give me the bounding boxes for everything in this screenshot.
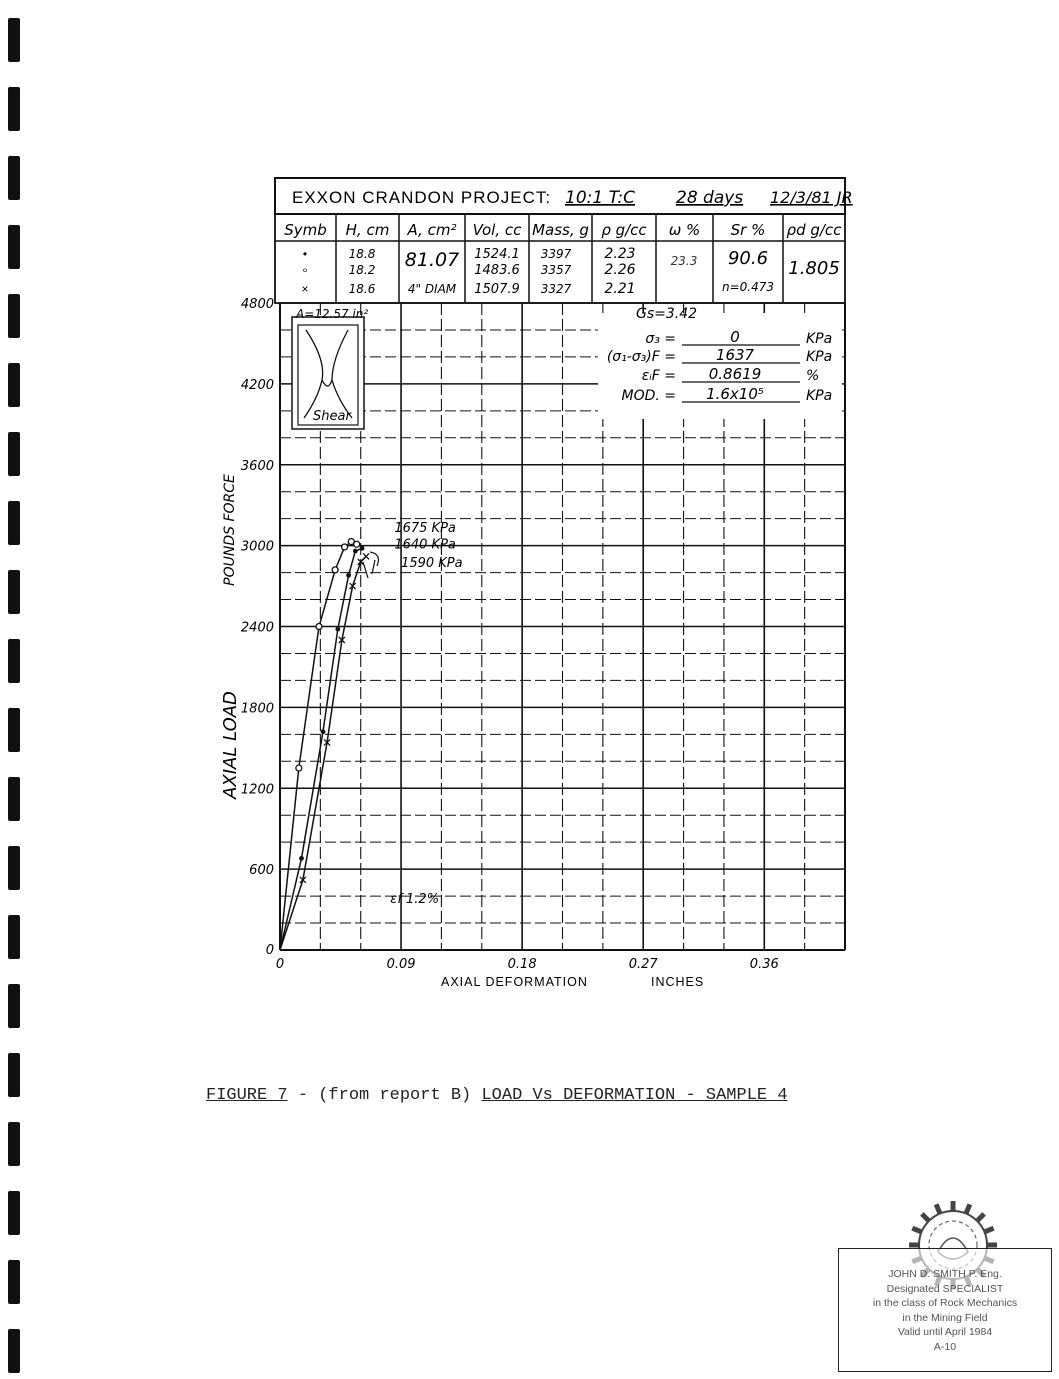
stamp-line-name: JOHN D. SMITH P. Eng. bbox=[888, 1268, 1002, 1280]
results-gs-label: Gs=3.42 bbox=[636, 306, 698, 322]
table-saturation: 90.6 bbox=[727, 248, 769, 269]
caption-figure-number: FIGURE 7 bbox=[206, 1086, 288, 1105]
results-unit: KPa bbox=[806, 388, 833, 404]
table-porosity: n=0.473 bbox=[721, 280, 775, 294]
results-label: σ₃ = bbox=[645, 331, 676, 347]
table-header-cell: ω % bbox=[668, 221, 701, 239]
y-tick-label: 0 bbox=[265, 943, 274, 958]
gear-tooth bbox=[936, 1204, 940, 1213]
table-header-cell: Sr % bbox=[730, 221, 766, 239]
results-value: 1637 bbox=[715, 346, 755, 364]
series-dot-line bbox=[280, 548, 362, 950]
gear-tooth bbox=[922, 1214, 929, 1221]
row-density: 2.21 bbox=[604, 281, 636, 297]
sheet-header bbox=[275, 178, 853, 214]
chart-annotation: 1590 KPa bbox=[401, 556, 463, 572]
row-mass: 3397 bbox=[540, 247, 572, 261]
results-value: 0.8619 bbox=[708, 365, 762, 383]
data-point-dot bbox=[360, 546, 365, 551]
data-point-circle bbox=[332, 567, 338, 573]
data-point-circle bbox=[296, 765, 302, 771]
results-value: 0 bbox=[730, 328, 740, 346]
stamp-line-field: in the Mining Field bbox=[902, 1311, 988, 1324]
results-label: (σ₁-σ₃)F = bbox=[606, 349, 676, 365]
table-header-cell: A, cm² bbox=[407, 221, 457, 239]
row-volume: 1507.9 bbox=[474, 282, 520, 297]
row-mass: 3357 bbox=[540, 263, 572, 277]
y-tick-label: 3000 bbox=[240, 539, 274, 555]
data-point-dot bbox=[346, 573, 351, 578]
x-tick-label: 0.18 bbox=[507, 957, 537, 972]
caption-title: LOAD Vs DEFORMATION - SAMPLE 4 bbox=[481, 1086, 788, 1105]
data-point-circle bbox=[342, 544, 348, 550]
stamp-line-designation: Designated SPECIALIST bbox=[886, 1282, 1004, 1295]
data-point-dot bbox=[321, 729, 326, 734]
y-tick-label: 3600 bbox=[240, 458, 274, 474]
table-header-cell: Vol, cc bbox=[472, 221, 522, 239]
y-axis-title: AXIAL LOAD bbox=[220, 691, 241, 799]
figure-caption bbox=[206, 1086, 846, 1105]
sample-table bbox=[275, 214, 845, 303]
specimen-area-label: A=12.57 in² bbox=[296, 307, 369, 321]
row-symbol: ∘ bbox=[301, 263, 309, 277]
stamp-line-validity: Valid until April 1984 bbox=[897, 1326, 993, 1338]
data-point-dot bbox=[353, 549, 358, 554]
chart-annotation: 1640 KPa bbox=[394, 537, 456, 553]
row-volume: 1524.1 bbox=[474, 247, 520, 262]
engineer-stamp bbox=[838, 1248, 1052, 1372]
row-mass: 3327 bbox=[540, 282, 572, 296]
gear-tooth bbox=[912, 1228, 921, 1232]
caption-source: - (from report B) bbox=[287, 1086, 482, 1105]
table-header-cell: ρ g/cc bbox=[601, 221, 647, 239]
row-height: 18.2 bbox=[348, 263, 376, 277]
table-header-cell: Symb bbox=[284, 221, 327, 239]
row-density: 2.23 bbox=[604, 246, 636, 262]
row-symbol: • bbox=[302, 247, 308, 261]
row-density: 2.26 bbox=[604, 262, 636, 278]
table-area-value: 81.07 bbox=[404, 249, 460, 271]
results-value: 1.6x10⁵ bbox=[706, 385, 764, 403]
table-area-note: 4" DIAM bbox=[407, 282, 457, 296]
specimen-failure-label: Shear bbox=[313, 409, 351, 424]
results-unit: KPa bbox=[806, 331, 833, 347]
row-volume: 1483.6 bbox=[474, 263, 520, 278]
gear-tooth bbox=[984, 1228, 993, 1232]
row-symbol: × bbox=[301, 282, 309, 296]
y-axis-unit: POUNDS FORCE bbox=[222, 474, 238, 586]
stamp-line-class: in the class of Rock Mechanics bbox=[872, 1297, 1018, 1309]
y-tick-label: 4200 bbox=[240, 377, 274, 393]
y-tick-label: 2400 bbox=[240, 620, 274, 636]
row-height: 18.8 bbox=[348, 247, 376, 261]
table-header-cell: ρd g/cc bbox=[786, 221, 842, 239]
table-header-cell: Mass, g bbox=[532, 221, 589, 239]
header-date: 12/3/81 JR bbox=[770, 188, 853, 207]
series-cross-line bbox=[280, 556, 366, 950]
chart-annotation: 1675 KPa bbox=[394, 521, 456, 537]
header-days: 28 days bbox=[676, 188, 744, 208]
x-tick-label: 0.27 bbox=[628, 957, 658, 972]
x-axis-unit: INCHES bbox=[651, 975, 705, 989]
chart-annotations bbox=[363, 521, 463, 907]
y-tick-label: 1200 bbox=[240, 782, 274, 798]
data-point-circle bbox=[316, 624, 322, 630]
specimen-sketch-box bbox=[292, 307, 368, 429]
row-height: 18.6 bbox=[348, 282, 376, 296]
y-tick-label: 4800 bbox=[240, 297, 274, 312]
header-ratio: 10:1 T:C bbox=[565, 188, 636, 208]
data-point-dot bbox=[299, 856, 304, 861]
results-unit: % bbox=[806, 368, 820, 384]
results-panel bbox=[598, 306, 842, 419]
gear-tooth bbox=[966, 1204, 970, 1213]
data-point-dot bbox=[335, 627, 340, 632]
chart-series bbox=[280, 539, 369, 950]
x-axis-title: AXIAL DEFORMATION bbox=[441, 975, 588, 989]
y-tick-label: 1800 bbox=[240, 701, 274, 717]
chart-annotation: εf 1.2% bbox=[390, 891, 440, 907]
results-label: MOD. = bbox=[621, 388, 676, 404]
table-water-content: 23.3 bbox=[670, 254, 698, 268]
x-tick-label: 0.09 bbox=[386, 957, 416, 972]
series-circle-line bbox=[280, 542, 357, 950]
gear-tooth bbox=[977, 1214, 984, 1221]
table-header-cell: H, cm bbox=[345, 221, 390, 239]
results-label: εᵢF = bbox=[641, 368, 676, 384]
results-unit: KPa bbox=[806, 349, 833, 365]
x-tick-label: 0.36 bbox=[749, 957, 779, 972]
data-point-cross bbox=[363, 553, 369, 559]
y-tick-label: 600 bbox=[249, 863, 274, 879]
x-tick-label: 0 bbox=[275, 957, 285, 972]
stamp-line-number: A-10 bbox=[933, 1340, 957, 1353]
table-dry-density: 1.805 bbox=[788, 258, 840, 279]
data-point-circle bbox=[354, 541, 360, 547]
header-project-label: EXXON CRANDON PROJECT: bbox=[292, 188, 552, 207]
